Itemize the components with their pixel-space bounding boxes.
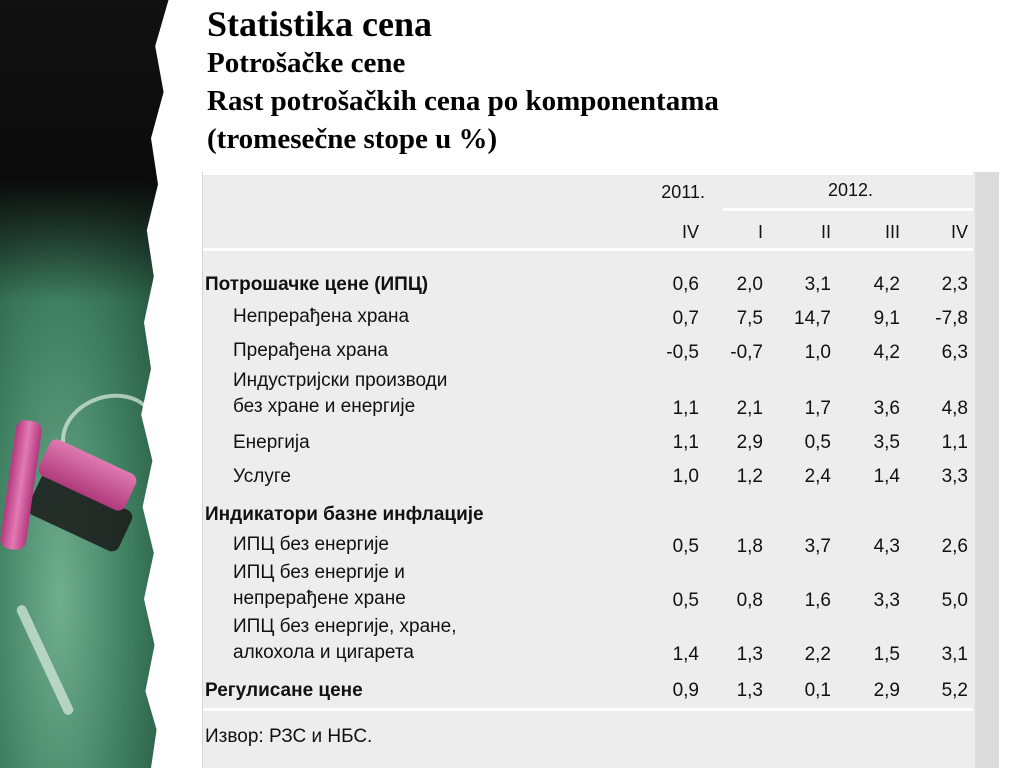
cell: -0,7 <box>730 342 763 363</box>
cell: 4,3 <box>873 536 900 557</box>
year-2012: 2012. <box>827 180 873 200</box>
cell: 1,1 <box>672 398 699 419</box>
section-heading: Индикатори базне инфлације <box>205 504 484 525</box>
cell: 5,0 <box>941 590 968 611</box>
cell: 2,3 <box>941 274 968 295</box>
cell: 7,5 <box>736 308 763 329</box>
cell: 9,1 <box>873 308 900 329</box>
row-label: Енергија <box>233 432 310 453</box>
cell: 1,1 <box>672 432 699 453</box>
cell: 3,1 <box>804 274 831 295</box>
cell: 4,2 <box>873 342 900 363</box>
year-2011: 2011. <box>661 182 705 202</box>
chalkboard-decoration <box>0 0 200 768</box>
cell: 1,1 <box>941 432 968 453</box>
cell: 0,5 <box>672 590 699 611</box>
cell: 1,0 <box>804 342 831 363</box>
slide-subtitle-2: Rast potrošačkih cena po komponentama <box>207 85 719 117</box>
cell: 1,7 <box>804 398 831 419</box>
slide-title: Statistika cena <box>207 4 432 44</box>
quarter-header: IV <box>950 222 968 242</box>
cell: 0,1 <box>804 680 831 701</box>
cell: 1,4 <box>873 466 900 487</box>
row-label: Прерађена храна <box>233 340 389 361</box>
cell: 0,9 <box>672 680 699 701</box>
price-table <box>202 172 999 768</box>
slide-subtitle-3: (tromesečne stope u %) <box>207 123 498 155</box>
cell: 0,5 <box>804 432 831 453</box>
row-label: Индустријски производи <box>233 370 448 391</box>
cell: 2,9 <box>736 432 763 453</box>
cell: 4,8 <box>941 398 968 419</box>
cell: 1,0 <box>672 466 699 487</box>
cell: 3,6 <box>873 398 900 419</box>
cell: 1,8 <box>736 536 763 557</box>
quarter-header: II <box>820 222 831 242</box>
cell: 2,2 <box>804 644 831 665</box>
cell: 1,6 <box>804 590 831 611</box>
quarter-header: III <box>884 222 900 242</box>
slide-header <box>207 4 719 158</box>
cell: 2,0 <box>736 274 763 295</box>
cell: 2,1 <box>736 398 763 419</box>
quarter-header: I <box>757 222 763 242</box>
row-label-cont: без хране и енергије <box>233 396 416 417</box>
cell: 1,2 <box>736 466 763 487</box>
row-label: Регулисане цене <box>205 680 363 701</box>
source-note: Извор: РЗС и НБС. <box>205 726 373 747</box>
cell: 3,3 <box>941 466 968 487</box>
row-label: ИПЦ без енергије <box>233 534 389 555</box>
cell: -7,8 <box>935 308 968 329</box>
cell: 0,6 <box>672 274 699 295</box>
cell: 2,4 <box>804 466 831 487</box>
row-label: Потрошачке цене (ИПЦ) <box>205 274 429 295</box>
cell: 1,3 <box>736 644 763 665</box>
cell: 3,1 <box>941 644 968 665</box>
cell: 0,5 <box>672 536 699 557</box>
cell: 14,7 <box>794 308 831 329</box>
cell: 5,2 <box>941 680 968 701</box>
cell: -0,5 <box>666 342 699 363</box>
row-label-cont: алкохола и цигарета <box>233 642 414 663</box>
cell: 1,4 <box>672 644 699 665</box>
cell: 0,8 <box>736 590 763 611</box>
cell: 1,3 <box>736 680 763 701</box>
cell: 3,7 <box>804 536 831 557</box>
row-label: ИПЦ без енергије и <box>233 562 405 583</box>
cell: 2,6 <box>941 536 968 557</box>
cell: 0,7 <box>672 308 699 329</box>
row-label: ИПЦ без енергије, хране, <box>233 616 457 637</box>
row-label: Непрерађена храна <box>233 306 410 327</box>
row-label-cont: непрерађене хране <box>233 588 406 609</box>
cell: 6,3 <box>941 342 968 363</box>
cell: 3,3 <box>873 590 900 611</box>
cell: 4,2 <box>873 274 900 295</box>
cell: 2,9 <box>873 680 900 701</box>
cell: 3,5 <box>873 432 900 453</box>
row-label: Услуге <box>233 466 291 487</box>
quarter-header: IV <box>681 222 699 242</box>
slide-subtitle: Potrošačke cene <box>207 47 406 79</box>
cell: 1,5 <box>873 644 900 665</box>
